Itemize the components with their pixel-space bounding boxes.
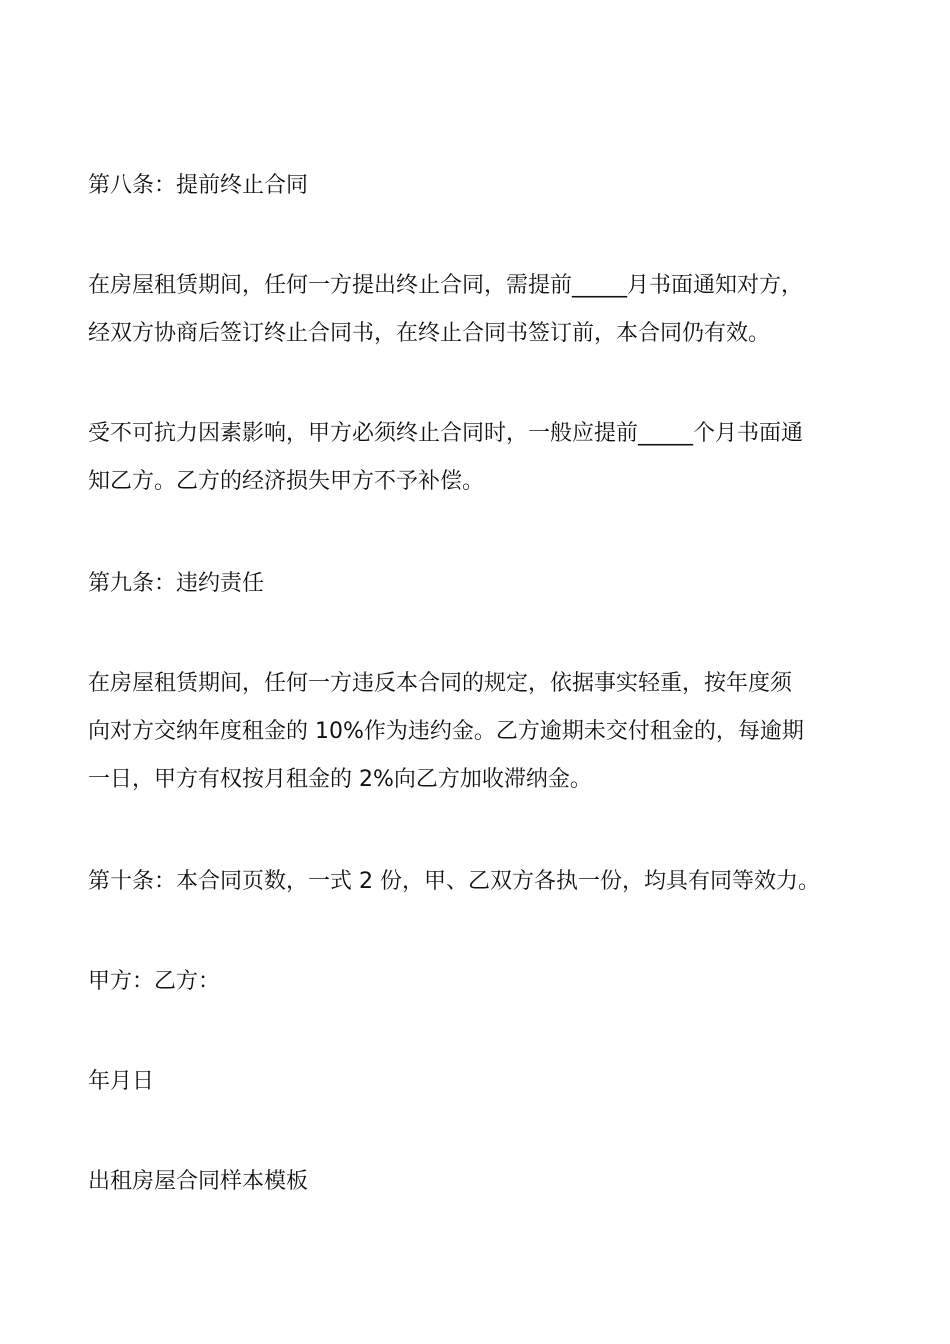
next-document-title — [88, 1158, 866, 1206]
article-8-paragraph-2 — [88, 410, 866, 506]
date-text: 年月日 — [88, 1069, 155, 1094]
article-8-paragraph-2-line-2: 知乙方。乙方的经济损失甲方不予补偿。 — [88, 469, 485, 494]
article-8-heading — [88, 162, 866, 210]
date-line — [88, 1058, 866, 1106]
article-8-paragraph-2-line-1: 受不可抗力因素影响，甲方必须终止合同时，一般应提前_____个月书面通 — [88, 421, 804, 446]
article-8-paragraph-1 — [88, 262, 866, 358]
article-9-paragraph-line-3: 一日，甲方有权按月租金的 2%向乙方加收滞纳金。 — [88, 767, 592, 792]
article-8-paragraph-1-line-1: 在房屋租赁期间，任何一方提出终止合同，需提前_____月书面通知对方， — [88, 273, 804, 298]
article-9-paragraph — [88, 660, 866, 804]
next-document-title-text: 出租房屋合同样本模板 — [88, 1169, 309, 1194]
article-8-heading-text: 第八条：提前终止合同 — [88, 173, 309, 198]
article-10 — [88, 858, 866, 906]
article-8-paragraph-1-line-2: 经双方协商后签订终止合同书，在终止合同书签订前，本合同仍有效。 — [88, 321, 771, 346]
article-9-paragraph-line-2: 向对方交纳年度租金的 10%作为违约金。乙方逾期未交付租金的，每逾期 — [88, 719, 804, 744]
article-9-heading — [88, 560, 866, 608]
parties-signature-line — [88, 958, 866, 1006]
article-10-text: 第十条：本合同页数，一式 2 份，甲、乙双方各执一份，均具有同等效力。 — [88, 869, 820, 894]
parties-text: 甲方：乙方： — [88, 969, 221, 994]
article-9-paragraph-line-1: 在房屋租赁期间，任何一方违反本合同的规定，依据事实轻重，按年度须 — [88, 671, 793, 696]
article-9-heading-text: 第九条：违约责任 — [88, 571, 265, 596]
